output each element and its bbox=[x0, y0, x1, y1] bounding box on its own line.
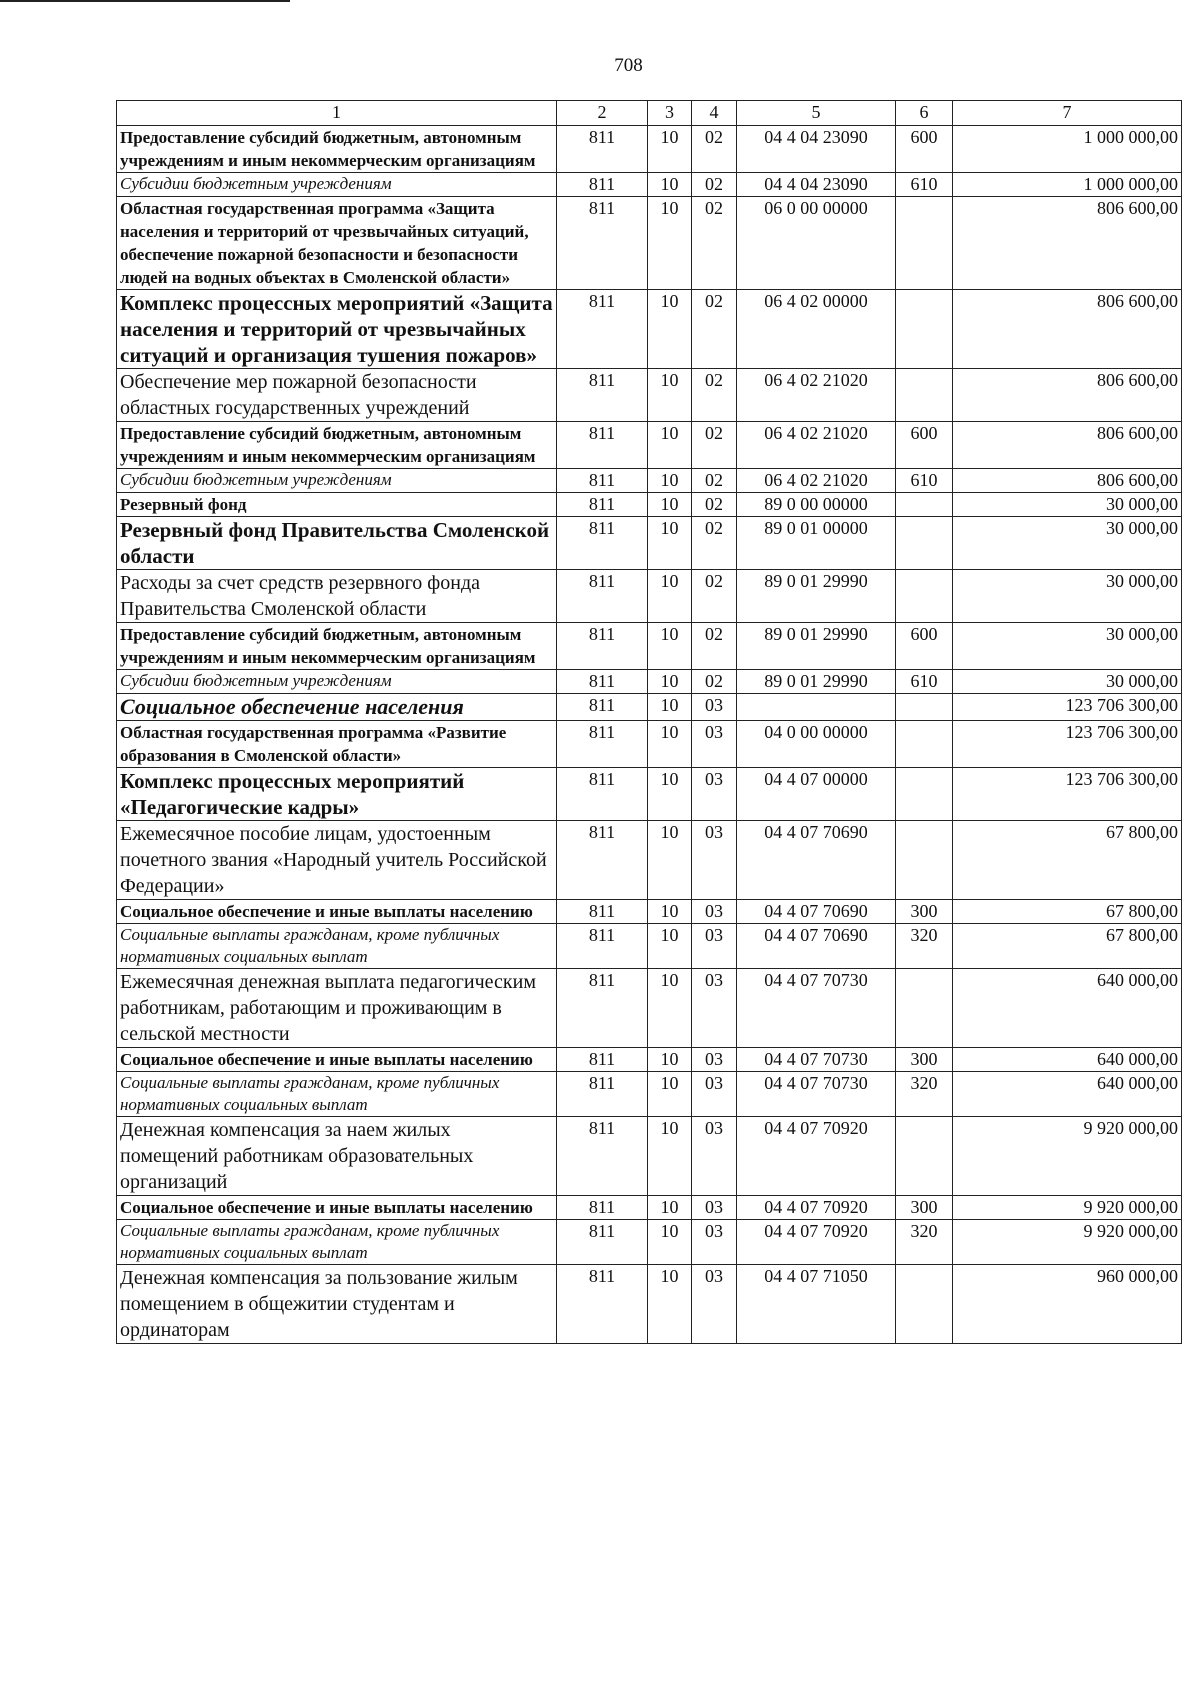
target-article-code: 89 0 01 29990 bbox=[737, 570, 896, 623]
row-title: Субсидии бюджетным учреждениям bbox=[117, 670, 557, 694]
ministry-code: 811 bbox=[557, 1072, 648, 1117]
expense-type-code bbox=[896, 517, 953, 570]
table-row bbox=[117, 969, 1182, 1048]
subsection-code: 03 bbox=[692, 768, 737, 821]
table-row bbox=[117, 924, 1182, 969]
ministry-code: 811 bbox=[557, 694, 648, 721]
row-title: Расходы за счет средств резервного фонда Правительства Смоленской области bbox=[117, 570, 557, 623]
header-cell: 6 bbox=[896, 101, 953, 126]
section-code: 10 bbox=[648, 369, 692, 422]
target-article-code: 06 4 02 21020 bbox=[737, 422, 896, 469]
row-title: Социальные выплаты гражданам, кроме публичных нормативных социальных выплат bbox=[117, 1072, 557, 1117]
expense-type-code: 300 bbox=[896, 900, 953, 924]
target-article-code: 04 4 04 23090 bbox=[737, 126, 896, 173]
section-code: 10 bbox=[648, 670, 692, 694]
expense-type-code bbox=[896, 197, 953, 290]
expense-type-code bbox=[896, 369, 953, 422]
row-title: Предоставление субсидий бюджетным, автономным учреждениям и иным некоммерческим организациям bbox=[117, 623, 557, 670]
expense-type-code bbox=[896, 969, 953, 1048]
target-article-code: 04 4 07 70920 bbox=[737, 1117, 896, 1196]
amount: 806 600,00 bbox=[953, 469, 1182, 493]
ministry-code: 811 bbox=[557, 1196, 648, 1220]
expense-type-code: 600 bbox=[896, 623, 953, 670]
expense-type-code: 610 bbox=[896, 469, 953, 493]
expense-type-code bbox=[896, 1265, 953, 1344]
section-code: 10 bbox=[648, 173, 692, 197]
ministry-code: 811 bbox=[557, 623, 648, 670]
amount: 123 706 300,00 bbox=[953, 721, 1182, 768]
subsection-code: 02 bbox=[692, 173, 737, 197]
top-rule bbox=[0, 0, 290, 2]
section-code: 10 bbox=[648, 900, 692, 924]
expense-type-code: 300 bbox=[896, 1048, 953, 1072]
section-code: 10 bbox=[648, 924, 692, 969]
row-title: Областная государственная программа «Защита населения и территорий от чрезвычайных ситуаций, обеспечение пожарной безопасности и безопасности людей на водных объектах в Смоленской области» bbox=[117, 197, 557, 290]
subsection-code: 03 bbox=[692, 1048, 737, 1072]
amount: 806 600,00 bbox=[953, 369, 1182, 422]
ministry-code: 811 bbox=[557, 1265, 648, 1344]
table-row bbox=[117, 570, 1182, 623]
row-title: Денежная компенсация за пользование жилым помещением в общежитии студентам и ординаторам bbox=[117, 1265, 557, 1344]
header-cell: 5 bbox=[737, 101, 896, 126]
row-title: Резервный фонд bbox=[117, 493, 557, 517]
row-title: Областная государственная программа «Развитие образования в Смоленской области» bbox=[117, 721, 557, 768]
section-code: 10 bbox=[648, 290, 692, 369]
target-article-code: 04 4 07 70730 bbox=[737, 1048, 896, 1072]
target-article-code bbox=[737, 694, 896, 721]
amount: 1 000 000,00 bbox=[953, 126, 1182, 173]
ministry-code: 811 bbox=[557, 721, 648, 768]
expense-type-code: 600 bbox=[896, 126, 953, 173]
ministry-code: 811 bbox=[557, 1048, 648, 1072]
expense-type-code bbox=[896, 768, 953, 821]
table-row bbox=[117, 900, 1182, 924]
target-article-code: 04 4 07 70690 bbox=[737, 900, 896, 924]
table-row bbox=[117, 517, 1182, 570]
amount: 9 920 000,00 bbox=[953, 1220, 1182, 1265]
subsection-code: 03 bbox=[692, 900, 737, 924]
section-code: 10 bbox=[648, 969, 692, 1048]
header-cell: 4 bbox=[692, 101, 737, 126]
section-code: 10 bbox=[648, 570, 692, 623]
section-code: 10 bbox=[648, 517, 692, 570]
target-article-code: 06 4 02 21020 bbox=[737, 369, 896, 422]
target-article-code: 89 0 01 29990 bbox=[737, 670, 896, 694]
expense-type-code: 610 bbox=[896, 173, 953, 197]
target-article-code: 04 4 04 23090 bbox=[737, 173, 896, 197]
section-code: 10 bbox=[648, 493, 692, 517]
section-code: 10 bbox=[648, 768, 692, 821]
target-article-code: 04 4 07 70690 bbox=[737, 821, 896, 900]
amount: 9 920 000,00 bbox=[953, 1117, 1182, 1196]
target-article-code: 89 0 01 29990 bbox=[737, 623, 896, 670]
table-row bbox=[117, 126, 1182, 173]
expense-type-code: 320 bbox=[896, 1220, 953, 1265]
amount: 67 800,00 bbox=[953, 900, 1182, 924]
section-code: 10 bbox=[648, 623, 692, 670]
row-title: Социальные выплаты гражданам, кроме публичных нормативных социальных выплат bbox=[117, 924, 557, 969]
amount: 640 000,00 bbox=[953, 1072, 1182, 1117]
expense-type-code: 610 bbox=[896, 670, 953, 694]
target-article-code: 04 4 07 70690 bbox=[737, 924, 896, 969]
amount: 806 600,00 bbox=[953, 290, 1182, 369]
amount: 30 000,00 bbox=[953, 570, 1182, 623]
section-code: 10 bbox=[648, 1072, 692, 1117]
row-title: Комплекс процессных мероприятий «Педагогические кадры» bbox=[117, 768, 557, 821]
section-code: 10 bbox=[648, 821, 692, 900]
table-row bbox=[117, 493, 1182, 517]
section-code: 10 bbox=[648, 197, 692, 290]
target-article-code: 06 0 00 00000 bbox=[737, 197, 896, 290]
ministry-code: 811 bbox=[557, 670, 648, 694]
row-title: Социальные выплаты гражданам, кроме публичных нормативных социальных выплат bbox=[117, 1220, 557, 1265]
budget-table bbox=[116, 100, 1182, 1344]
amount: 123 706 300,00 bbox=[953, 768, 1182, 821]
subsection-code: 03 bbox=[692, 694, 737, 721]
row-title: Ежемесячное пособие лицам, удостоенным почетного звания «Народный учитель Российской Федерации» bbox=[117, 821, 557, 900]
table-row bbox=[117, 469, 1182, 493]
amount: 640 000,00 bbox=[953, 969, 1182, 1048]
ministry-code: 811 bbox=[557, 969, 648, 1048]
table-row bbox=[117, 1117, 1182, 1196]
subsection-code: 02 bbox=[692, 623, 737, 670]
table-row bbox=[117, 197, 1182, 290]
section-code: 10 bbox=[648, 1265, 692, 1344]
subsection-code: 02 bbox=[692, 570, 737, 623]
subsection-code: 02 bbox=[692, 290, 737, 369]
subsection-code: 03 bbox=[692, 924, 737, 969]
ministry-code: 811 bbox=[557, 469, 648, 493]
target-article-code: 04 0 00 00000 bbox=[737, 721, 896, 768]
ministry-code: 811 bbox=[557, 422, 648, 469]
expense-type-code: 320 bbox=[896, 1072, 953, 1117]
row-title: Субсидии бюджетным учреждениям bbox=[117, 469, 557, 493]
target-article-code: 04 4 07 70730 bbox=[737, 969, 896, 1048]
amount: 806 600,00 bbox=[953, 197, 1182, 290]
amount: 30 000,00 bbox=[953, 623, 1182, 670]
table-row bbox=[117, 821, 1182, 900]
expense-type-code: 320 bbox=[896, 924, 953, 969]
ministry-code: 811 bbox=[557, 290, 648, 369]
subsection-code: 02 bbox=[692, 422, 737, 469]
target-article-code: 89 0 01 00000 bbox=[737, 517, 896, 570]
header-cell: 1 bbox=[117, 101, 557, 126]
table-row bbox=[117, 290, 1182, 369]
target-article-code: 06 4 02 21020 bbox=[737, 469, 896, 493]
section-code: 10 bbox=[648, 469, 692, 493]
ministry-code: 811 bbox=[557, 197, 648, 290]
amount: 806 600,00 bbox=[953, 422, 1182, 469]
amount: 30 000,00 bbox=[953, 670, 1182, 694]
table-row bbox=[117, 1196, 1182, 1220]
table-row bbox=[117, 369, 1182, 422]
subsection-code: 03 bbox=[692, 1072, 737, 1117]
target-article-code: 04 4 07 70920 bbox=[737, 1220, 896, 1265]
ministry-code: 811 bbox=[557, 369, 648, 422]
section-code: 10 bbox=[648, 1196, 692, 1220]
table-row bbox=[117, 1265, 1182, 1344]
amount: 67 800,00 bbox=[953, 821, 1182, 900]
target-article-code: 89 0 00 00000 bbox=[737, 493, 896, 517]
subsection-code: 03 bbox=[692, 1220, 737, 1265]
subsection-code: 02 bbox=[692, 517, 737, 570]
amount: 30 000,00 bbox=[953, 493, 1182, 517]
header-cell: 2 bbox=[557, 101, 648, 126]
subsection-code: 02 bbox=[692, 369, 737, 422]
ministry-code: 811 bbox=[557, 517, 648, 570]
ministry-code: 811 bbox=[557, 173, 648, 197]
row-title: Социальное обеспечение и иные выплаты населению bbox=[117, 900, 557, 924]
table-row bbox=[117, 1220, 1182, 1265]
row-title: Обеспечение мер пожарной безопасности областных государственных учреждений bbox=[117, 369, 557, 422]
expense-type-code bbox=[896, 493, 953, 517]
section-code: 10 bbox=[648, 1048, 692, 1072]
subsection-code: 03 bbox=[692, 1196, 737, 1220]
row-title: Ежемесячная денежная выплата педагогическим работникам, работающим и проживающим в сельской местности bbox=[117, 969, 557, 1048]
row-title: Комплекс процессных мероприятий «Защита населения и территорий от чрезвычайных ситуаций и организация тушения пожаров» bbox=[117, 290, 557, 369]
section-code: 10 bbox=[648, 721, 692, 768]
subsection-code: 03 bbox=[692, 721, 737, 768]
ministry-code: 811 bbox=[557, 821, 648, 900]
expense-type-code bbox=[896, 694, 953, 721]
subsection-code: 03 bbox=[692, 821, 737, 900]
section-code: 10 bbox=[648, 422, 692, 469]
ministry-code: 811 bbox=[557, 570, 648, 623]
ministry-code: 811 bbox=[557, 1117, 648, 1196]
ministry-code: 811 bbox=[557, 493, 648, 517]
section-code: 10 bbox=[648, 1117, 692, 1196]
table-row bbox=[117, 422, 1182, 469]
target-article-code: 06 4 02 00000 bbox=[737, 290, 896, 369]
expense-type-code bbox=[896, 290, 953, 369]
table-row bbox=[117, 1048, 1182, 1072]
row-title: Социальное обеспечение и иные выплаты населению bbox=[117, 1196, 557, 1220]
amount: 30 000,00 bbox=[953, 517, 1182, 570]
amount: 67 800,00 bbox=[953, 924, 1182, 969]
table-row bbox=[117, 623, 1182, 670]
row-title: Денежная компенсация за наем жилых помещений работникам образовательных организаций bbox=[117, 1117, 557, 1196]
subsection-code: 02 bbox=[692, 126, 737, 173]
row-title: Предоставление субсидий бюджетным, автономным учреждениям и иным некоммерческим организациям bbox=[117, 126, 557, 173]
subsection-code: 03 bbox=[692, 1117, 737, 1196]
target-article-code: 04 4 07 70730 bbox=[737, 1072, 896, 1117]
row-title: Субсидии бюджетным учреждениям bbox=[117, 173, 557, 197]
table-row bbox=[117, 694, 1182, 721]
table-row bbox=[117, 173, 1182, 197]
subsection-code: 02 bbox=[692, 670, 737, 694]
subsection-code: 02 bbox=[692, 493, 737, 517]
table-row bbox=[117, 768, 1182, 821]
page-number: 708 bbox=[614, 55, 643, 76]
subsection-code: 02 bbox=[692, 197, 737, 290]
header-cell: 7 bbox=[953, 101, 1182, 126]
ministry-code: 811 bbox=[557, 768, 648, 821]
section-code: 10 bbox=[648, 694, 692, 721]
subsection-code: 03 bbox=[692, 1265, 737, 1344]
target-article-code: 04 4 07 00000 bbox=[737, 768, 896, 821]
amount: 123 706 300,00 bbox=[953, 694, 1182, 721]
ministry-code: 811 bbox=[557, 900, 648, 924]
target-article-code: 04 4 07 71050 bbox=[737, 1265, 896, 1344]
table-row bbox=[117, 721, 1182, 768]
row-title: Социальное обеспечение населения bbox=[117, 694, 557, 721]
expense-type-code bbox=[896, 721, 953, 768]
ministry-code: 811 bbox=[557, 1220, 648, 1265]
expense-type-code bbox=[896, 570, 953, 623]
expense-type-code: 300 bbox=[896, 1196, 953, 1220]
amount: 960 000,00 bbox=[953, 1265, 1182, 1344]
table-row bbox=[117, 1072, 1182, 1117]
table-header-row bbox=[117, 101, 1182, 126]
header-cell: 3 bbox=[648, 101, 692, 126]
expense-type-code: 600 bbox=[896, 422, 953, 469]
subsection-code: 02 bbox=[692, 469, 737, 493]
amount: 640 000,00 bbox=[953, 1048, 1182, 1072]
row-title: Социальное обеспечение и иные выплаты населению bbox=[117, 1048, 557, 1072]
section-code: 10 bbox=[648, 1220, 692, 1265]
section-code: 10 bbox=[648, 126, 692, 173]
subsection-code: 03 bbox=[692, 969, 737, 1048]
amount: 9 920 000,00 bbox=[953, 1196, 1182, 1220]
table-row bbox=[117, 670, 1182, 694]
amount: 1 000 000,00 bbox=[953, 173, 1182, 197]
expense-type-code bbox=[896, 821, 953, 900]
target-article-code: 04 4 07 70920 bbox=[737, 1196, 896, 1220]
ministry-code: 811 bbox=[557, 924, 648, 969]
expense-type-code bbox=[896, 1117, 953, 1196]
row-title: Предоставление субсидий бюджетным, автономным учреждениям и иным некоммерческим организациям bbox=[117, 422, 557, 469]
row-title: Резервный фонд Правительства Смоленской области bbox=[117, 517, 557, 570]
ministry-code: 811 bbox=[557, 126, 648, 173]
